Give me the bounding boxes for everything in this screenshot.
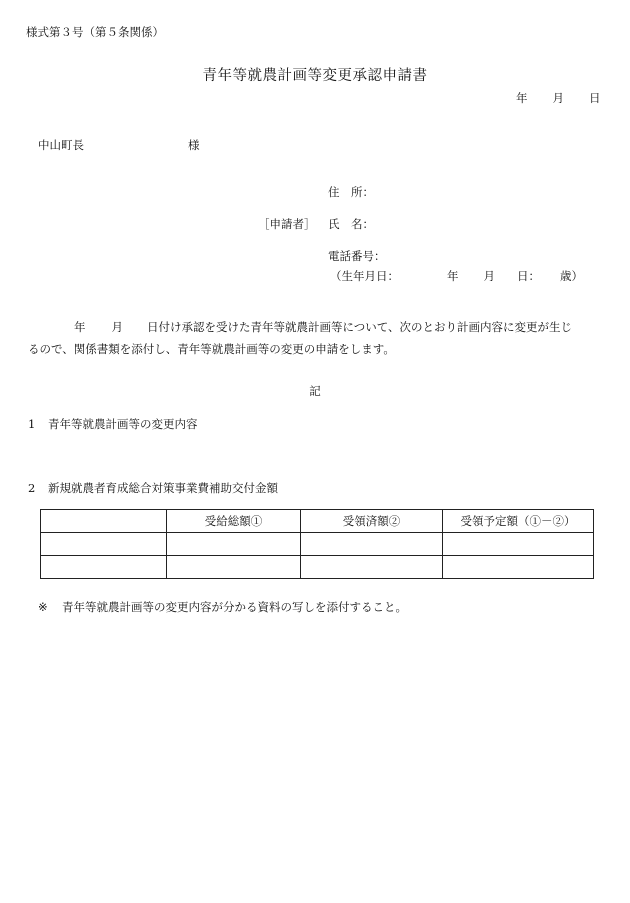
- form-number: 様式第３号（第５条関係）: [26, 25, 164, 39]
- date-month-label: 月: [552, 91, 564, 105]
- approval-month-label: 月: [111, 320, 123, 334]
- table-row: [41, 556, 594, 579]
- birthdate-month-label: 月: [483, 269, 495, 283]
- applicant-phone-label: 電話番号：: [328, 249, 386, 263]
- section-change-details: [28, 416, 198, 432]
- table-cell[interactable]: [167, 556, 301, 579]
- date-year-label: 年: [516, 91, 528, 105]
- table-cell[interactable]: [301, 533, 443, 556]
- applicant-address-label: 住 所：: [328, 185, 374, 199]
- note-text: 青年等就農計画等の変更内容が分かる資料の写しを添付すること。: [62, 600, 407, 614]
- section-number: 1: [28, 417, 36, 431]
- section-number: 2: [28, 481, 36, 495]
- request-text-line2: るので、関係書類を添付し、青年等就農計画等の変更の申請をします。: [28, 342, 395, 356]
- table-cell[interactable]: [443, 556, 594, 579]
- document-title: 青年等就農計画等変更承認申請書: [202, 68, 428, 84]
- table-cell[interactable]: [41, 533, 167, 556]
- applicant-birthdate: [330, 268, 583, 284]
- table-header-blank: [41, 510, 167, 533]
- table-header-row: [41, 510, 594, 533]
- approval-year-label: 年: [74, 320, 86, 334]
- section-grant-amount: [28, 480, 278, 496]
- table-cell[interactable]: [301, 556, 443, 579]
- birthdate-day-label: 日：: [517, 269, 540, 283]
- table-cell[interactable]: [41, 556, 167, 579]
- request-text-line1: 日付け承認を受けた青年等就農計画等について、次のとおり計画内容に変更が生じ: [147, 320, 573, 334]
- table-row: [41, 533, 594, 556]
- applicant-bracket-label: ［申請者］: [258, 217, 316, 231]
- applicant-name-label: 氏 名：: [328, 217, 374, 231]
- date-day-label: 日: [589, 91, 601, 105]
- table-header-already-received: 受領済額②: [301, 510, 443, 533]
- birthdate-age-label: 歳）: [560, 269, 583, 283]
- ki-heading: 記: [309, 384, 321, 398]
- request-paragraph: [28, 316, 606, 360]
- table-header-scheduled: 受領予定額（①－②）: [443, 510, 594, 533]
- table-cell[interactable]: [167, 533, 301, 556]
- table-header-total-received: 受給総額①: [167, 510, 301, 533]
- birthdate-year-label: 年: [447, 269, 459, 283]
- addressee-honorific: 様: [188, 138, 200, 152]
- grant-amount-table: [40, 509, 594, 579]
- submission-date: [516, 90, 601, 106]
- attachment-note: [38, 599, 407, 615]
- addressee-name: 中山町長: [38, 138, 84, 152]
- section-label: 新規就農者育成総合対策事業費補助交付金額: [48, 481, 278, 495]
- birthdate-open-label: （生年月日：: [330, 269, 399, 283]
- note-mark: ※: [38, 600, 48, 614]
- section-label: 青年等就農計画等の変更内容: [48, 417, 198, 431]
- table-cell[interactable]: [443, 533, 594, 556]
